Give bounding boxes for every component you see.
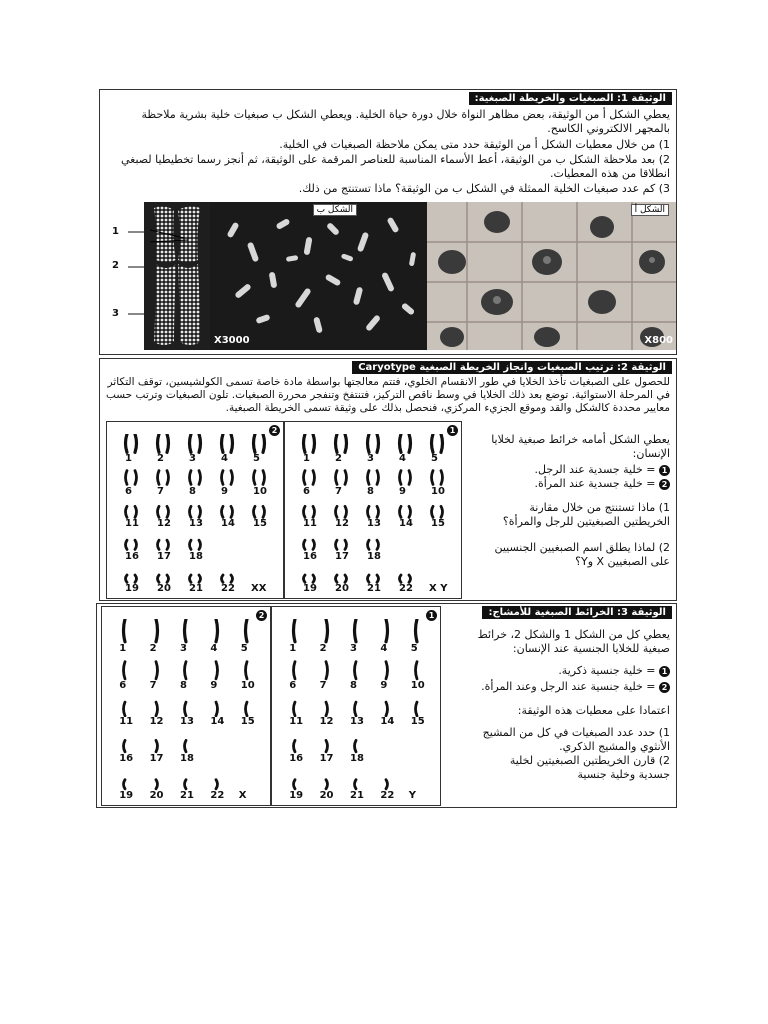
chromosome-17 (151, 531, 175, 551)
chromosome-22 (215, 564, 239, 584)
chromosome-16 (119, 531, 143, 551)
doc3-bullet-1-icon: 1 (659, 666, 670, 677)
sex-chromosome-label: X (238, 790, 247, 801)
chromosome-number: 17 (319, 753, 334, 765)
doc3-lead: اعتمادا على معطيات هذه الوثيقة: (517, 704, 670, 717)
chromosome-19 (297, 564, 321, 584)
doc3-q2: 2) قارن الخريطتين الصبغيتين لخلية جسدية وخلية جنسية (509, 754, 670, 781)
doc2-intro: للحصول على الصبغيات تأخذ الخلايا في طور الانقسام الخلوي، فتتم معالجتها بواسطة مادة خاصة تسمى الكولشيسين، توقف التكاثر في المرحلة الاستوائية. توضع بعد ذلك الخلايا في وسط ناقص التركيز، فتنتفخ وتنفجر محررة الصبغيات. تلون الصبغيات وترتب حسب معايير محددة كالشكل والقد وموقع الجزيء المركزي، فنحصل بذلك على وثيقة تسمى الخريطة الصبغية. (106, 376, 670, 414)
chromosome-4 (204, 619, 228, 644)
chromosome-number: 10 (410, 679, 425, 691)
chromosome-number: 19 (125, 583, 139, 594)
fig-b-magnification: X3000 (214, 335, 250, 346)
fig-b-metaphase-spread (210, 202, 427, 350)
chromosome-number: 21 (367, 583, 381, 594)
doc3-legend1 (470, 664, 670, 678)
chromosome-19 (119, 564, 143, 584)
chromosome-17 (314, 729, 338, 754)
doc3-legend2 (470, 680, 670, 694)
sex-chromosome-label: Y (408, 790, 417, 801)
chromosome-number: 4 (210, 642, 218, 654)
chromosome-19 (283, 766, 307, 791)
chromosome-number: 19 (119, 790, 134, 801)
chromosome-number: 14 (399, 518, 413, 530)
chromosome-9 (374, 656, 398, 681)
fig-b-label: الشكل ب (313, 204, 357, 216)
chromosome-number: 9 (399, 485, 406, 497)
chromosome-8 (361, 466, 385, 486)
chromosome-number: 18 (189, 550, 203, 562)
arrow-label-2: 2 (112, 260, 119, 271)
doc2-header: الوثيقة 2: ترتيب الصبغيات وانجاز الخريطة الصبغية Caryotype (352, 361, 672, 374)
chromosome-4 (215, 434, 239, 454)
chromosome-number: 5 (410, 642, 418, 654)
chromosome-number: 4 (380, 642, 388, 654)
arrow-label-3: 3 (112, 308, 119, 319)
chromosome-5 (235, 619, 259, 644)
chromosome-number: 13 (180, 716, 194, 728)
doc3-frame (96, 603, 677, 808)
chromosome-number: 11 (289, 716, 304, 728)
doc2-legend2-text: = خلية جسدية عند المرأة. (534, 477, 656, 490)
chromosome-number: 17 (335, 550, 349, 562)
chromosome-2 (329, 434, 353, 454)
chromosome-20 (151, 564, 175, 584)
doc2-legend1-text: = خلية جسدية عند الرجل. (534, 463, 656, 476)
chromosome-number: 16 (125, 550, 139, 562)
chromosome-number: 10 (253, 485, 267, 497)
fig-a-magnification: X800 (644, 335, 673, 346)
chromosome-3 (183, 434, 207, 454)
chromosome-number: 12 (335, 518, 349, 530)
chromosome-number: 21 (189, 583, 203, 594)
chromosome-number: 6 (125, 485, 132, 497)
chromosome-12 (329, 499, 353, 519)
chromosome-number: 7 (319, 679, 327, 691)
chromosome-10 (235, 656, 259, 681)
doc1-box (99, 89, 677, 355)
chromosome-number: 15 (253, 518, 267, 530)
chromosome-13 (174, 693, 198, 718)
doc2-frame (99, 358, 677, 601)
chromosome-7 (144, 656, 168, 681)
chromosome-7 (314, 656, 338, 681)
chromosome-6 (283, 656, 307, 681)
chromosome-number: 9 (380, 679, 388, 691)
chromosome-14 (393, 499, 417, 519)
chromosome-15 (425, 499, 449, 519)
chromosome-16 (113, 729, 137, 754)
chromosome-15 (235, 693, 259, 718)
chromosome-14 (204, 693, 228, 718)
chromosome-22 (374, 766, 398, 791)
chromosome-11 (283, 693, 307, 718)
arrow-label-1: 1 (112, 226, 119, 237)
chromosome-number: 1 (303, 453, 310, 465)
karyotype-female (106, 421, 284, 599)
chromosome-21 (183, 564, 207, 584)
chromosome-number: 17 (149, 753, 164, 765)
chromosome-14 (374, 693, 398, 718)
chromosome-13 (344, 693, 368, 718)
sex-chromosome-label: XX (251, 583, 267, 594)
chromosome-6 (297, 466, 321, 486)
chromosome-7 (329, 466, 353, 486)
chromosome-number: 13 (367, 518, 381, 530)
chromosome-number: 15 (431, 518, 445, 530)
chromosome-number: 20 (335, 583, 349, 594)
chromosome-17 (329, 531, 353, 551)
metaphase-spread-image (210, 202, 427, 350)
chromosome-18 (361, 531, 385, 551)
chromosome-number: 20 (157, 583, 171, 594)
chromosome-6 (113, 656, 137, 681)
chromosome-14 (215, 499, 239, 519)
chromosome-number: 5 (253, 453, 260, 465)
chromosome-number: 22 (380, 790, 395, 801)
chromosome-12 (151, 499, 175, 519)
karyotype-male-badge: 1 (447, 425, 458, 436)
chromosome-22 (393, 564, 417, 584)
chromosome-number: 3 (180, 642, 187, 654)
chromosome-number: 14 (210, 716, 225, 728)
chromosome-8 (344, 656, 368, 681)
chromosome-3 (174, 619, 198, 644)
chromosome-number: 14 (221, 518, 235, 530)
chromosome-3 (361, 434, 385, 454)
chromosome-number: 20 (149, 790, 164, 801)
chromosome-number: 8 (367, 485, 374, 497)
chromosome-10 (247, 466, 271, 486)
chromosome-number: 21 (350, 790, 364, 801)
chromosome-1 (297, 434, 321, 454)
chromosome-21 (344, 766, 368, 791)
chromosome-5 (405, 619, 429, 644)
doc3-intro (470, 628, 670, 656)
chromosome-20 (144, 766, 168, 791)
chromosome-11 (297, 499, 321, 519)
chromosome-1 (283, 619, 307, 644)
chromosome-number: 5 (431, 453, 438, 465)
chromosome-number: 22 (399, 583, 413, 594)
chromosome-11 (119, 499, 143, 519)
chromosome-5 (425, 434, 449, 454)
chromosome-number: 6 (289, 679, 297, 691)
chromosome-number: 18 (350, 753, 364, 765)
chromosome-5 (247, 434, 271, 454)
chromosome-number: 7 (149, 679, 157, 691)
chromosome-number: 12 (149, 716, 164, 728)
chromosome-number: 2 (157, 453, 164, 465)
chromosome-number: 18 (367, 550, 381, 562)
chromosome-number: 13 (189, 518, 203, 530)
chromosome-number: 19 (289, 790, 304, 801)
chromosome-18 (344, 729, 368, 754)
bullet-2-icon: 2 (659, 479, 670, 490)
chromosome-10 (425, 466, 449, 486)
chromosome-2 (144, 619, 168, 644)
doc2-legend2 (470, 477, 670, 491)
chromosome-number: 16 (119, 753, 134, 765)
chromosome-8 (174, 656, 198, 681)
chromosome-13 (361, 499, 385, 519)
chromosome-number: 10 (431, 485, 445, 497)
chromosome-sem-image (144, 202, 210, 350)
doc1-intro: يعطي الشكل أ من الوثيقة، بعض مظاهر النواة خلال دورة حياة الخلية. ويعطي الشكل ب صبغيات خلية بشرية ملاحظة بالمجهر الالكتروني الكاسح. (141, 108, 670, 135)
chromosome-number: 22 (221, 583, 235, 594)
karyotype-male (284, 421, 462, 599)
sex-chromosome-label: X Y (429, 583, 448, 594)
chromosome-number: 6 (119, 679, 127, 691)
chromosome-number: 18 (180, 753, 194, 765)
chromosome-number: 4 (399, 453, 406, 465)
bullet-1-icon: 1 (659, 465, 670, 476)
doc3-q1: 1) حدد عدد الصبغيات في كل من المشيج الأنثوي والمشيج الذكري. (482, 726, 670, 753)
doc2-legend1 (470, 463, 670, 477)
doc3-legend2-text: = خلية جنسية عند الرجل وعند المرأة. (481, 680, 656, 693)
chromosome-7 (151, 466, 175, 486)
chromosome-number: 11 (119, 716, 134, 728)
cells-microscope-image (427, 202, 677, 350)
chromosome-11 (113, 693, 137, 718)
doc3-intro-text: يعطي كل من الشكل 1 والشكل 2، خرائط صبغية للخلايا الجنسية عند الإنسان: (477, 628, 670, 655)
gamete-karyotype-2 (101, 606, 271, 806)
gamete-1-badge: 1 (426, 610, 437, 621)
doc1-q3: 3) كم عدد صبغيات الخلية الممثلة في الشكل ب من الوثيقة؟ ماذا تستنتج من ذلك. (298, 182, 670, 195)
chromosome-12 (144, 693, 168, 718)
chromosome-9 (393, 466, 417, 486)
chromosome-number: 3 (189, 453, 196, 465)
chromosome-21 (174, 766, 198, 791)
chromosome-number: 2 (319, 642, 327, 654)
chromosome-15 (405, 693, 429, 718)
doc3-bullet-2-icon: 2 (659, 682, 670, 693)
chromosome-10 (405, 656, 429, 681)
chromosome-18 (174, 729, 198, 754)
chromosome-8 (183, 466, 207, 486)
chromosome-13 (183, 499, 207, 519)
chromosome-20 (314, 766, 338, 791)
chromosome-number: 9 (210, 679, 218, 691)
chromosome-2 (314, 619, 338, 644)
chromosome-number: 12 (319, 716, 334, 728)
chromosome-number: 3 (350, 642, 357, 654)
chromosome-number: 16 (289, 753, 304, 765)
chromosome-number: 17 (157, 550, 171, 562)
chromosome-17 (144, 729, 168, 754)
chromosome-number: 7 (335, 485, 342, 497)
chromosome-4 (393, 434, 417, 454)
gamete-2-badge: 2 (256, 610, 267, 621)
chromosome-number: 2 (149, 642, 157, 654)
fig-a-label: الشكل أ (631, 204, 669, 216)
fig-a-cells-photo (427, 202, 677, 350)
fig-b-single-chromosome (144, 202, 210, 350)
chromosome-number: 15 (410, 716, 425, 728)
chromosome-number: 2 (335, 453, 342, 465)
chromosome-number: 3 (367, 453, 374, 465)
chromosome-number: 7 (157, 485, 164, 497)
chromosome-4 (374, 619, 398, 644)
chromosome-number: 19 (303, 583, 317, 594)
chromosome-number: 21 (180, 790, 194, 801)
doc3-legend1-text: = خلية جنسية ذكرية. (558, 664, 656, 677)
chromosome-number: 5 (240, 642, 248, 654)
chromosome-number: 8 (189, 485, 196, 497)
chromosome-number: 14 (380, 716, 395, 728)
chromosome-number: 22 (210, 790, 225, 801)
chromosome-number: 16 (303, 550, 317, 562)
doc2-side-intro: يعطي الشكل أمامه خرائط صبغية لخلايا الإنسان: (491, 433, 670, 460)
chromosome-16 (283, 729, 307, 754)
chromosome-number: 12 (157, 518, 171, 530)
karyotype-female-badge: 2 (269, 425, 280, 436)
chromosome-1 (113, 619, 137, 644)
gamete-karyotype-1 (271, 606, 441, 806)
chromosome-16 (297, 531, 321, 551)
chromosome-2 (151, 434, 175, 454)
chromosome-15 (247, 499, 271, 519)
chromosome-9 (215, 466, 239, 486)
chromosome-number: 11 (303, 518, 317, 530)
chromosome-number: 1 (289, 642, 297, 654)
doc1-q2: 2) بعد ملاحظة الشكل ب من الوثيقة، أعط الأسماء المناسبة للعناصر المرقمة على الوثيقة، ثم أنجز رسما تخطيطيا لصبغي انطلاقا من هذه المعطيات. (120, 153, 670, 180)
chromosome-12 (314, 693, 338, 718)
chromosome-21 (361, 564, 385, 584)
chromosome-number: 8 (180, 679, 187, 691)
chromosome-number: 10 (240, 679, 255, 691)
chromosome-18 (183, 531, 207, 551)
chromosome-number: 1 (125, 453, 132, 465)
chromosome-20 (329, 564, 353, 584)
chromosome-number: 20 (319, 790, 334, 801)
chromosome-number: 13 (350, 716, 364, 728)
chromosome-9 (204, 656, 228, 681)
doc1-q1: 1) من خلال معطيات الشكل أ من الوثيقة حدد متى يمكن ملاحظة الصبغيات في الخلية. (279, 138, 670, 151)
doc2-q1: 1) ماذا تستنتج من خلال مقارنة الخريطتين الصبغيتين للرجل والمرأة؟ (502, 501, 670, 528)
chromosome-number: 15 (240, 716, 255, 728)
doc2-q2: 2) لماذا يطلق اسم الصبغيين الجنسيين على الصبغيين X وY؟ (494, 541, 670, 568)
chromosome-number: 1 (119, 642, 127, 654)
chromosome-3 (344, 619, 368, 644)
chromosome-number: 4 (221, 453, 228, 465)
doc3-header: الوثيقة 3: الخرائط الصبغية للأمشاج: (482, 606, 672, 619)
chromosome-number: 8 (350, 679, 357, 691)
chromosome-19 (113, 766, 137, 791)
chromosome-number: 11 (125, 518, 139, 530)
chromosome-22 (204, 766, 228, 791)
doc1-header: الوثيقة 1: الصبغيات والخريطة الصبغية: (469, 92, 672, 105)
chromosome-number: 6 (303, 485, 310, 497)
chromosome-1 (119, 434, 143, 454)
chromosome-6 (119, 466, 143, 486)
chromosome-number: 9 (221, 485, 228, 497)
